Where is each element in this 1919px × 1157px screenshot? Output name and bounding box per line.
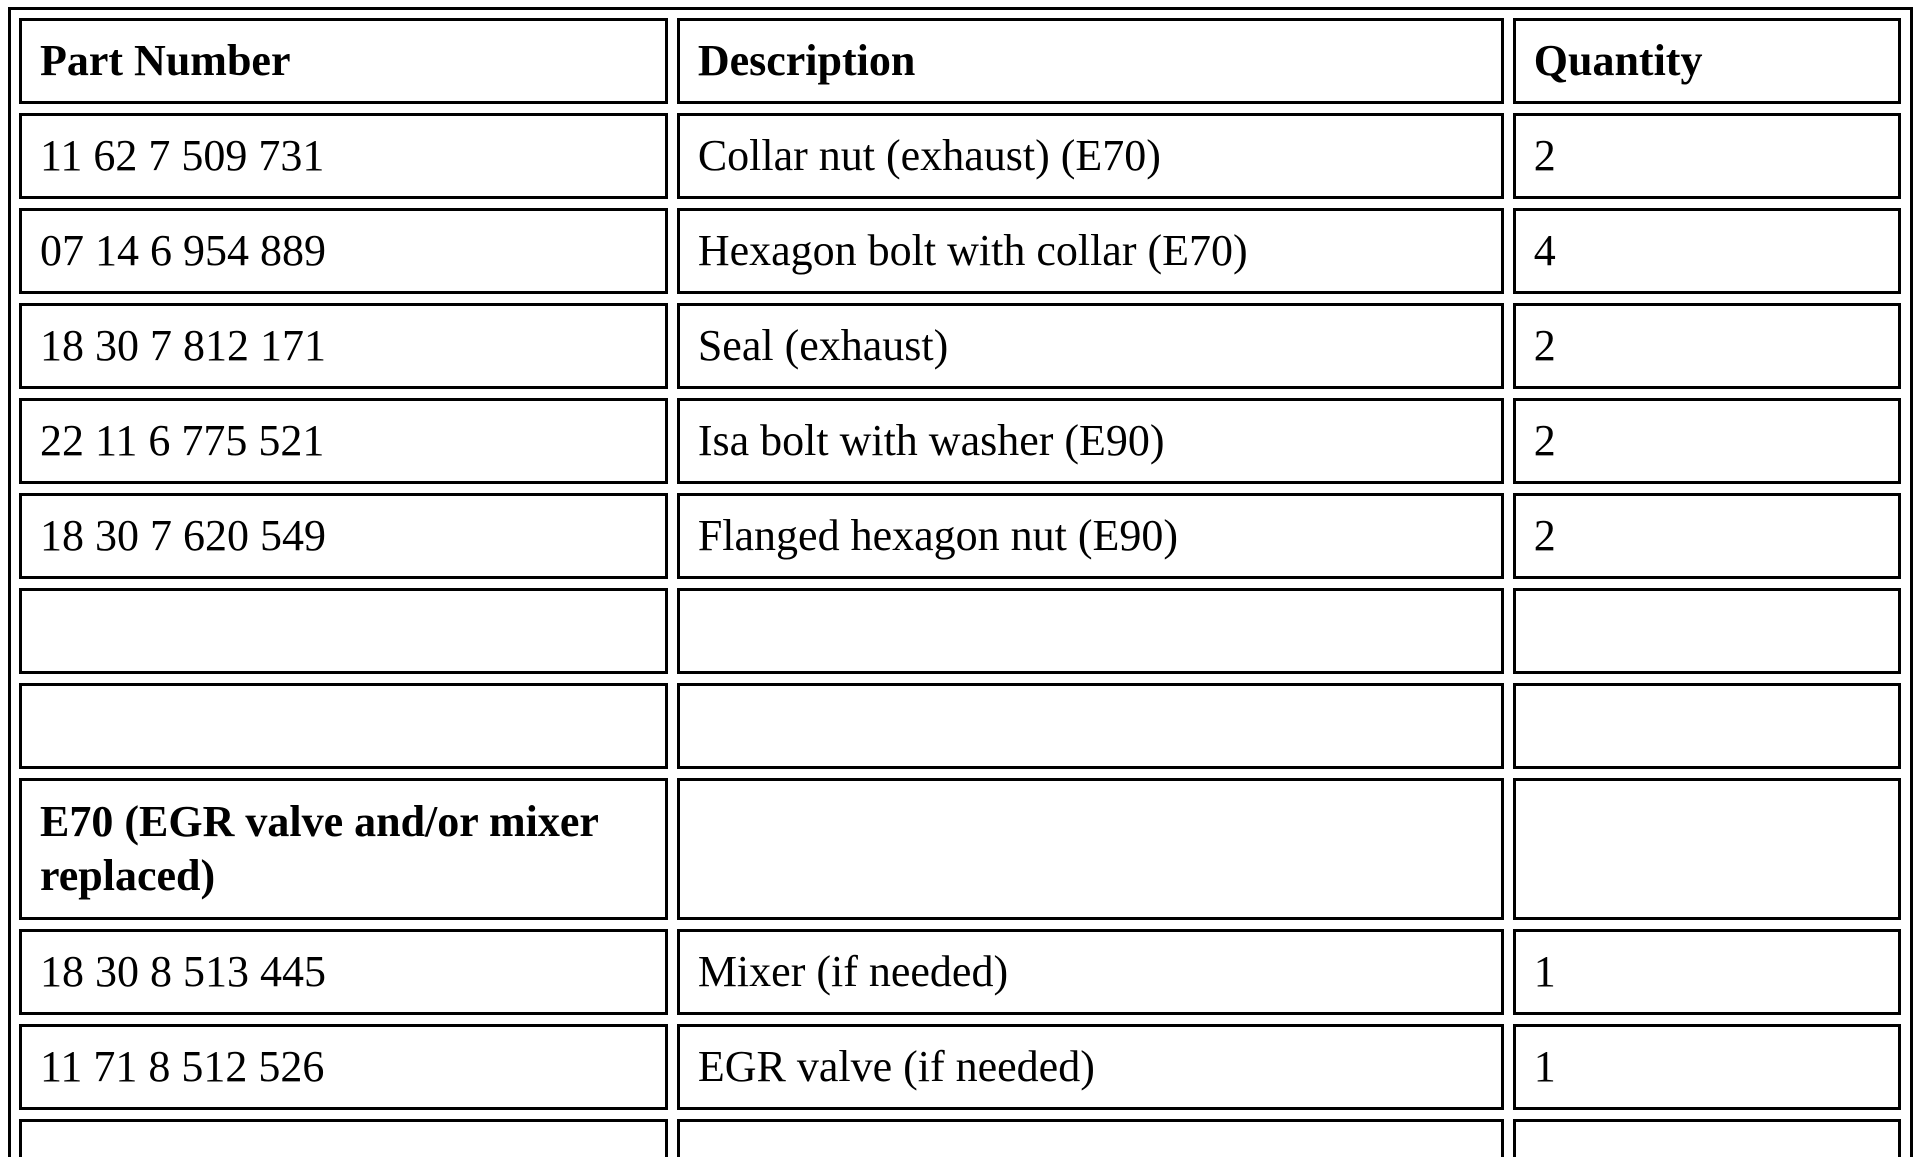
part-number-cell [19,588,668,674]
description-cell [677,683,1504,769]
table-section-row [19,778,1901,920]
table-row [19,1024,1901,1110]
description-cell: Collar nut (exhaust) (E70) [677,113,1504,199]
table-row [19,398,1901,484]
quantity-cell [1513,778,1901,920]
description-cell: Isa bolt with washer (E90) [677,398,1504,484]
parts-table [10,9,1910,1157]
description-cell [677,588,1504,674]
description-cell: Flanged hexagon nut (E90) [677,493,1504,579]
part-number-cell: 07 14 6 954 889 [19,208,668,294]
description-cell: Mixer (if needed) [677,929,1504,1015]
table-row [19,113,1901,199]
table-row-empty [19,683,1901,769]
part-number-cell: 18 30 7 812 171 [19,303,668,389]
parts-table-frame [8,7,1913,1157]
quantity-cell [1513,588,1901,674]
quantity-cell [1513,1119,1901,1157]
part-number-cell: 22 11 6 775 521 [19,398,668,484]
description-cell [677,1119,1504,1157]
part-number-cell: 11 62 7 509 731 [19,113,668,199]
quantity-cell: 2 [1513,113,1901,199]
description-cell [677,778,1504,920]
column-header-quantity: Quantity [1513,18,1901,104]
quantity-cell: 2 [1513,303,1901,389]
table-row [19,303,1901,389]
table-row [19,929,1901,1015]
table-row [19,493,1901,579]
quantity-cell: 1 [1513,929,1901,1015]
quantity-cell: 1 [1513,1024,1901,1110]
table-row [19,208,1901,294]
description-cell: EGR valve (if needed) [677,1024,1504,1110]
quantity-cell: 2 [1513,493,1901,579]
part-number-cell: 11 71 8 512 526 [19,1024,668,1110]
quantity-cell: 2 [1513,398,1901,484]
table-row-empty [19,588,1901,674]
part-number-cell [19,683,668,769]
column-header-part-number: Part Number [19,18,668,104]
quantity-cell [1513,683,1901,769]
part-number-cell [19,1119,668,1157]
table-header-row [19,18,1901,104]
description-cell: Hexagon bolt with collar (E70) [677,208,1504,294]
column-header-description: Description [677,18,1504,104]
part-number-cell: 18 30 8 513 445 [19,929,668,1015]
quantity-cell: 4 [1513,208,1901,294]
table-row-cut-off [19,1119,1901,1157]
section-heading-cell: E70 (EGR valve and/or mixer replaced) [19,778,668,920]
part-number-cell: 18 30 7 620 549 [19,493,668,579]
description-cell: Seal (exhaust) [677,303,1504,389]
